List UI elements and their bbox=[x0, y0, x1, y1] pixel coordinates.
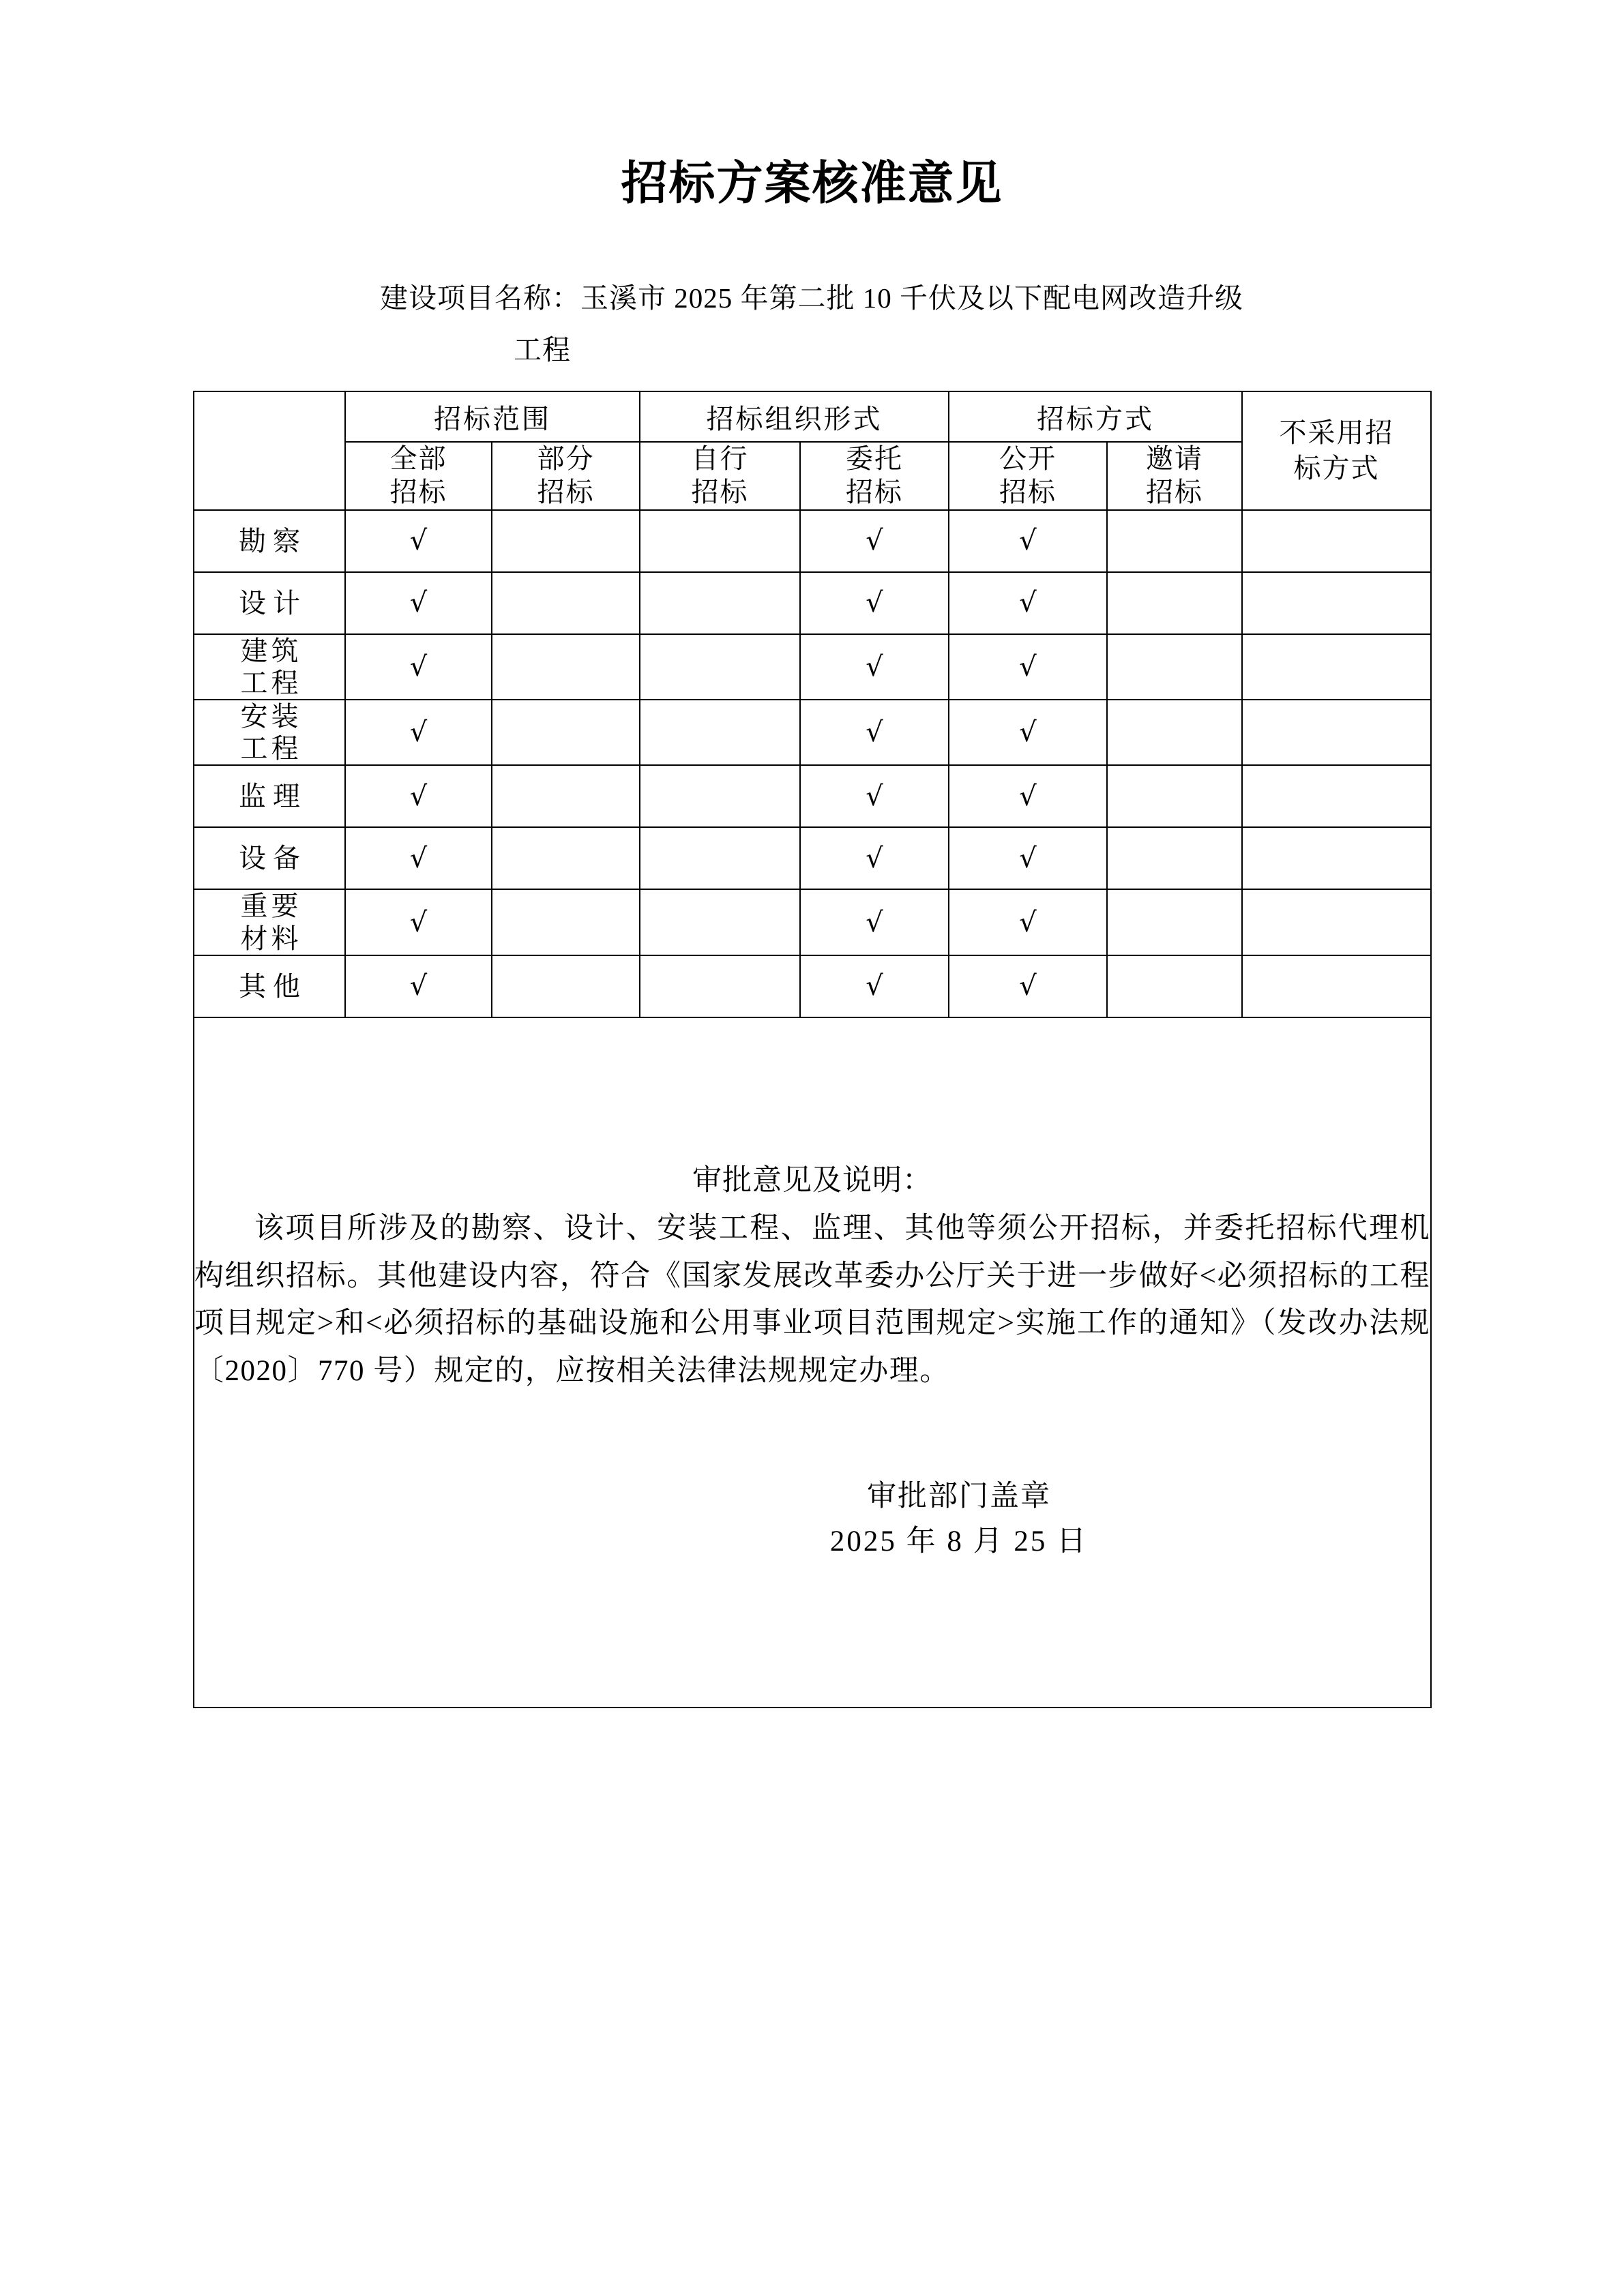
header-sub-invited-tender-l1: 邀请 bbox=[1146, 443, 1203, 474]
tender-approval-table-wrapper bbox=[193, 391, 1430, 1708]
header-sub-public-tender-l1: 公开 bbox=[999, 443, 1057, 474]
row-label-construction-works-l1: 建筑 bbox=[240, 635, 302, 666]
cell-other-public-tender: √ bbox=[949, 955, 1107, 1017]
row-label-design bbox=[194, 572, 345, 634]
cell-design-partial-tender bbox=[492, 572, 640, 634]
table-row bbox=[194, 700, 1431, 765]
row-label-supervision-l1: 监理 bbox=[239, 781, 307, 812]
cell-supervision-partial-tender bbox=[492, 765, 640, 827]
cell-equipment-public-tender: √ bbox=[949, 827, 1107, 889]
signature-date: 2025 年 8 月 25 日 bbox=[829, 1525, 1089, 1558]
header-group-organization: 招标组织形式 bbox=[640, 391, 949, 442]
cell-construction-all-tender: √ bbox=[345, 634, 492, 700]
project-name-line-1: 建设项目名称：玉溪市 2025 年第二批 10 千伏及以下配电网改造升级 bbox=[380, 282, 1243, 314]
signature-block bbox=[194, 1474, 1430, 1565]
cell-installation-all-tender: √ bbox=[345, 700, 492, 765]
cell-equipment-all-tender: √ bbox=[345, 827, 492, 889]
header-sub-public-tender-l2: 招标 bbox=[999, 476, 1057, 507]
cell-design-public-tender: √ bbox=[949, 572, 1107, 634]
cell-supervision-invited-tender bbox=[1107, 765, 1242, 827]
cell-survey-partial-tender bbox=[492, 510, 640, 572]
cell-design-invited-tender bbox=[1107, 572, 1242, 634]
cell-key-materials-invited-tender bbox=[1107, 889, 1242, 955]
header-sub-entrusted-tender-l1: 委托 bbox=[846, 443, 903, 474]
row-label-key-materials-l2: 材料 bbox=[240, 923, 302, 954]
row-label-key-materials bbox=[194, 889, 345, 955]
header-sub-partial-tender-l1: 部分 bbox=[537, 443, 595, 474]
cell-survey-entrusted-tender: √ bbox=[800, 510, 949, 572]
cell-survey-self-tender bbox=[640, 510, 800, 572]
cell-other-self-tender bbox=[640, 955, 800, 1017]
row-label-survey bbox=[194, 510, 345, 572]
cell-key-materials-entrusted-tender: √ bbox=[800, 889, 949, 955]
cell-installation-public-tender: √ bbox=[949, 700, 1107, 765]
cell-equipment-self-tender bbox=[640, 827, 800, 889]
row-label-construction-works-l2: 工程 bbox=[240, 667, 302, 698]
header-sub-self-tender-l2: 招标 bbox=[691, 476, 749, 507]
table-row bbox=[194, 765, 1431, 827]
row-label-equipment-l1: 设备 bbox=[239, 843, 307, 874]
cell-construction-invited-tender bbox=[1107, 634, 1242, 700]
header-sub-entrusted-tender-l2: 招标 bbox=[846, 476, 903, 507]
header-sub-partial-tender-l2: 招标 bbox=[537, 476, 595, 507]
cell-equipment-entrusted-tender: √ bbox=[800, 827, 949, 889]
row-label-design-l1: 设计 bbox=[239, 587, 307, 618]
row-label-construction-works bbox=[194, 634, 345, 700]
table-row bbox=[194, 889, 1431, 955]
cell-construction-partial-tender bbox=[492, 634, 640, 700]
table-opinion-row bbox=[194, 1017, 1431, 1708]
cell-other-partial-tender bbox=[492, 955, 640, 1017]
cell-supervision-entrusted-tender: √ bbox=[800, 765, 949, 827]
table-group-header-row bbox=[194, 391, 1431, 442]
row-label-installation-works-l1: 安装 bbox=[240, 700, 302, 732]
cell-supervision-self-tender bbox=[640, 765, 800, 827]
cell-design-self-tender bbox=[640, 572, 800, 634]
header-sub-entrusted-tender bbox=[800, 442, 949, 510]
header-sub-self-tender bbox=[640, 442, 800, 510]
table-row bbox=[194, 827, 1431, 889]
row-label-other bbox=[194, 955, 345, 1017]
cell-survey-no-tender bbox=[1242, 510, 1431, 572]
cell-construction-self-tender bbox=[640, 634, 800, 700]
tender-approval-table bbox=[193, 391, 1432, 1708]
cell-construction-no-tender bbox=[1242, 634, 1431, 700]
table-row bbox=[194, 955, 1431, 1017]
approval-opinion-heading: 审批意见及说明： bbox=[692, 1164, 932, 1197]
header-group-method: 招标方式 bbox=[949, 391, 1242, 442]
cell-other-all-tender: √ bbox=[345, 955, 492, 1017]
cell-design-entrusted-tender: √ bbox=[800, 572, 949, 634]
header-sub-invited-tender bbox=[1107, 442, 1242, 510]
cell-key-materials-all-tender: √ bbox=[345, 889, 492, 955]
cell-installation-self-tender bbox=[640, 700, 800, 765]
cell-installation-partial-tender bbox=[492, 700, 640, 765]
header-sub-all-tender-l1: 全部 bbox=[389, 443, 447, 474]
row-label-survey-l1: 勘察 bbox=[239, 525, 307, 556]
cell-installation-no-tender bbox=[1242, 700, 1431, 765]
project-name-block bbox=[193, 273, 1430, 376]
header-sub-self-tender-l1: 自行 bbox=[691, 443, 749, 474]
table-row bbox=[194, 634, 1431, 700]
header-sub-all-tender bbox=[345, 442, 492, 510]
cell-equipment-no-tender bbox=[1242, 827, 1431, 889]
header-corner-cell bbox=[194, 391, 345, 510]
row-label-other-l1: 其他 bbox=[239, 970, 307, 1002]
cell-other-no-tender bbox=[1242, 955, 1431, 1017]
header-sub-invited-tender-l2: 招标 bbox=[1146, 476, 1203, 507]
header-sub-public-tender bbox=[949, 442, 1107, 510]
header-sub-partial-tender bbox=[492, 442, 640, 510]
header-no-tender-line-2: 标方式 bbox=[1293, 452, 1380, 483]
row-label-supervision bbox=[194, 765, 345, 827]
approval-opinion-cell bbox=[194, 1017, 1431, 1708]
cell-installation-entrusted-tender: √ bbox=[800, 700, 949, 765]
header-sub-all-tender-l2: 招标 bbox=[389, 476, 447, 507]
header-group-scope: 招标范围 bbox=[345, 391, 640, 442]
approval-opinion-body: 该项目所涉及的勘察、设计、安装工程、监理、其他等须公开招标，并委托招标代理机构组织招标。其他建设内容，符合《国家发展改革委办公厅关于进一步做好<必须招标的工程项目规定>和<必须招标的基础设施和公用事业项目范围规定>实施工作的通知》（发改办法规〔2020〕770 号）规定的，应按相关法律法规规定办理。 bbox=[194, 1212, 1430, 1387]
cell-design-no-tender bbox=[1242, 572, 1431, 634]
row-label-key-materials-l1: 重要 bbox=[240, 891, 302, 922]
row-label-installation-works-l2: 工程 bbox=[240, 733, 302, 764]
cell-design-all-tender: √ bbox=[345, 572, 492, 634]
cell-survey-invited-tender bbox=[1107, 510, 1242, 572]
row-label-installation-works bbox=[194, 700, 345, 765]
page-title: 招标方案核准意见 bbox=[621, 158, 1003, 209]
cell-survey-public-tender: √ bbox=[949, 510, 1107, 572]
header-no-tender-line-1: 不采用招 bbox=[1279, 417, 1394, 448]
cell-key-materials-partial-tender bbox=[492, 889, 640, 955]
cell-equipment-partial-tender bbox=[492, 827, 640, 889]
cell-construction-public-tender: √ bbox=[949, 634, 1107, 700]
table-row bbox=[194, 572, 1431, 634]
cell-installation-invited-tender bbox=[1107, 700, 1242, 765]
cell-other-invited-tender bbox=[1107, 955, 1242, 1017]
cell-key-materials-public-tender: √ bbox=[949, 889, 1107, 955]
header-no-tender bbox=[1242, 391, 1431, 510]
project-name-line-2: 工程 bbox=[514, 333, 571, 366]
cell-other-entrusted-tender: √ bbox=[800, 955, 949, 1017]
cell-supervision-no-tender bbox=[1242, 765, 1431, 827]
cell-supervision-public-tender: √ bbox=[949, 765, 1107, 827]
cell-supervision-all-tender: √ bbox=[345, 765, 492, 827]
signature-seal-label: 审批部门盖章 bbox=[867, 1480, 1051, 1512]
cell-key-materials-self-tender bbox=[640, 889, 800, 955]
cell-construction-entrusted-tender: √ bbox=[800, 634, 949, 700]
row-label-equipment bbox=[194, 827, 345, 889]
table-row bbox=[194, 510, 1431, 572]
cell-survey-all-tender: √ bbox=[345, 510, 492, 572]
cell-equipment-invited-tender bbox=[1107, 827, 1242, 889]
cell-key-materials-no-tender bbox=[1242, 889, 1431, 955]
